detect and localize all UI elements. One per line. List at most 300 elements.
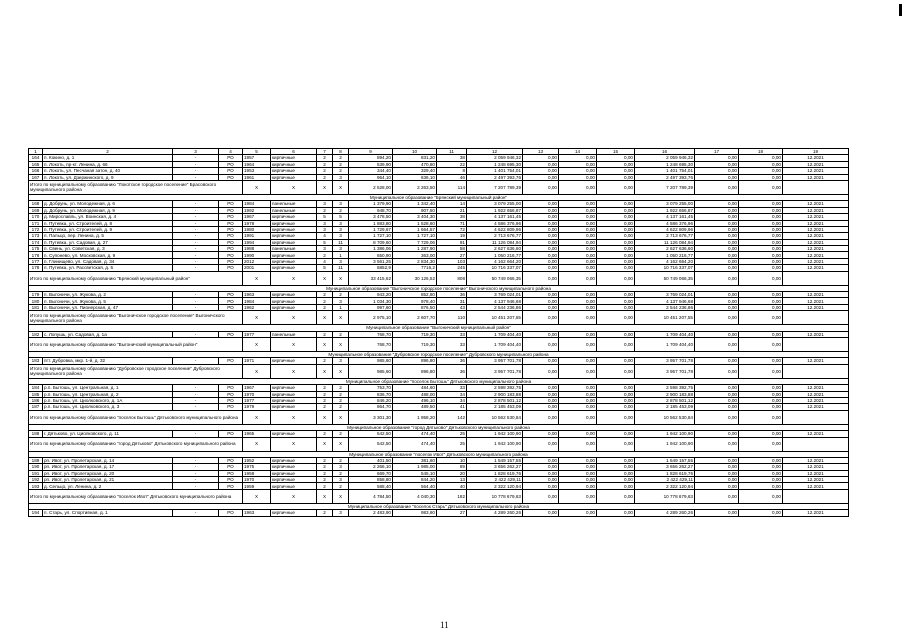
table-cell: п. Выгоничи, ул. Пионерская, д. 47 [43,304,173,310]
table-cell: 0,00 [739,464,783,470]
table-cell: РО [219,207,243,213]
table-cell: 2 [317,304,333,310]
table-cell: 0,00 [597,258,635,264]
table-cell: 1 709 404,40 [635,331,695,337]
table-cell: 1967 [243,214,271,220]
table-cell: 12.2021 [783,298,849,304]
table-cell: 0,00 [695,298,739,304]
table-cell: кирпичные [271,239,317,245]
table-cell: 0,00 [523,483,559,489]
table-cell: 2 900 183,88 [635,391,695,397]
table-row [29,510,849,516]
subtotal-cell: 2 607,70 [393,311,437,325]
table-cell: р.п. Бытошь, ул. Циолковского, д. 1А [43,397,173,403]
table-cell: 2 422 429,11 [635,477,695,483]
table-cell: 12.2021 [783,431,849,437]
table-cell: р.п. Бытошь, ул. Центральная, д. 2 [43,391,173,397]
table-cell: 12.2021 [783,214,849,220]
table-cell: 1977 [243,397,271,403]
table-cell: 0,00 [739,233,783,239]
subtotal-cell: 4 784,50 [349,489,393,503]
municipality-title: Муниципальное образование "Выгоничское городское поселение" Выгоничского муниципального района [29,285,849,291]
table-cell: 180 [29,298,43,304]
table-cell: 2 497 393,76 [467,174,523,180]
table-cell: 0,00 [739,226,783,232]
subtotal-cell: 0,00 [739,437,783,451]
table-cell: РО [219,161,243,167]
table-cell: 2 878 501,12 [635,397,695,403]
subtotal-cell: X [317,180,333,194]
table-cell: 0,00 [559,246,597,252]
subtotal-empty-cell [783,364,849,378]
table-cell: 0,00 [523,207,559,213]
table-cell: 344,40 [349,168,393,174]
subtotal-cell: 10 451 207,55 [467,311,523,325]
table-cell: 3 [333,226,349,232]
table-cell: 3 [333,174,349,180]
table-cell: 186 [29,397,43,403]
table-cell: панельные [271,207,317,213]
table-cell: - [173,331,219,337]
subtotal-cell: 896,80 [393,364,437,378]
table-cell: 36 [437,358,467,364]
table-cell: 3 [333,246,349,252]
table-cell: 489,50 [393,404,437,410]
table-cell: 0,00 [739,385,783,391]
table-cell: 12.2021 [783,161,849,167]
table-cell: 12.2021 [783,470,849,476]
table-cell: 1967 [243,385,271,391]
header-cell: 17 [695,149,739,155]
table-cell: 0,00 [523,258,559,264]
table-cell: 2 [333,483,349,489]
table-cell: 2 [333,155,349,161]
subtotal-cell: 2 975,10 [349,311,393,325]
table-cell: 983,60 [393,510,437,516]
table-cell: - [173,220,219,226]
subtotal-cell: X [317,437,333,451]
table-cell: 33 [437,385,467,391]
table-cell: РО [219,252,243,258]
subtotal-cell: 0,00 [739,311,783,325]
table-cell: 0,00 [559,168,597,174]
subtotal-cell: 0,00 [559,489,597,503]
subtotal-cell: 0,00 [523,311,559,325]
table-cell: 0,00 [739,457,783,463]
header-cell: 3 [173,149,219,155]
table-cell: 0,00 [559,207,597,213]
subtotal-cell: 1 942 100,90 [467,437,523,451]
table-cell: 0,00 [559,331,597,337]
table-cell: 0,00 [523,292,559,298]
subtotal-cell: 0,00 [597,489,635,503]
table-cell: 2 544 236,86 [467,304,523,310]
table-cell: 36 [437,292,467,298]
table-cell: РО [219,174,243,180]
table-cell: 2 [317,207,333,213]
table-cell: п. Путевка, ул. Рассветская, д. 5 [43,265,173,271]
table-cell: 2 [317,510,333,516]
table-cell: 0,00 [559,233,597,239]
table-cell: кирпичные [271,404,317,410]
table-cell: 0,00 [695,207,739,213]
table-cell: 0,00 [597,252,635,258]
table-cell: 0,00 [523,385,559,391]
subtotal-row [29,271,849,285]
table-cell: 0,00 [523,510,559,516]
subtotal-cell: 0,00 [597,180,635,194]
table-cell: 876,50 [393,304,437,310]
table-cell: 985,60 [349,358,393,364]
subtotal-cell: 0,00 [597,337,635,351]
table-cell: 0,00 [695,155,739,161]
corner-mark [899,4,902,16]
table-cell: 3 [317,246,333,252]
table-cell: - [173,397,219,403]
subtotal-cell: 0,00 [523,410,559,424]
table-cell: п. Выгоничи, ул. Жукова, д. 2 [43,292,173,298]
subtotal-cell: 10 562 530,84 [467,410,523,424]
table-cell: кирпичные [271,464,317,470]
table-cell: 191 [29,470,43,476]
table-cell: 650,90 [349,252,393,258]
table-cell: РО [219,168,243,174]
table-cell: 0,00 [695,174,739,180]
table-cell: кирпичные [271,155,317,161]
table-cell: РО [219,201,243,207]
table-cell: 1 664,57 [393,226,437,232]
table-cell: 1988 [243,246,271,252]
table-cell: РО [219,258,243,264]
table-cell: рп. Ивот, ул. Пролетарская, д. 14 [43,457,173,463]
municipality-title: Муниципальное образование "Дубровское городское поселение" Дубровского муниципального района [29,351,849,357]
subtotal-cell: 2 528,00 [349,180,393,194]
subtotal-cell: 0,00 [739,489,783,503]
table-cell: 1984 [243,298,271,304]
table-cell: 2 [333,207,349,213]
table-cell: 2 713 676,77 [635,233,695,239]
subtotal-cell: 10 451 207,55 [635,311,695,325]
table-cell: 12.2021 [783,239,849,245]
table-cell: 0,00 [559,510,597,516]
subtotal-cell: 10 562 530,84 [635,410,695,424]
table-cell: 12.2021 [783,258,849,264]
table-cell: 669,70 [349,470,393,476]
table-cell: 2 544 236,86 [635,304,695,310]
table-cell: 2 [333,391,349,397]
table-cell: 2 [317,477,333,483]
table-cell: 3 [317,201,333,207]
table-cell: 0,00 [559,304,597,310]
table-cell: 0,00 [739,174,783,180]
table-cell: 2 [317,385,333,391]
table-cell: 2 [333,331,349,337]
subtotal-cell: X [317,489,333,503]
subtotal-cell: 1 709 404,40 [467,337,523,351]
subtotal-cell: X [317,311,333,325]
table-cell: 2 [317,397,333,403]
subtotal-row [29,410,849,424]
table-cell: 894,20 [349,155,393,161]
table-cell: 2 [317,292,333,298]
table-cell: кирпичные [271,431,317,437]
table-cell: 844,20 [393,477,437,483]
table-cell: 0,00 [695,220,739,226]
table-cell: 1980 [243,226,271,232]
table-cell: 0,00 [695,477,739,483]
subtotal-cell: 182 [437,489,467,503]
table-cell: 27 [437,510,467,516]
table-cell: 545,10 [393,470,437,476]
table-cell: 185 [29,391,43,397]
table-cell: 0,00 [597,239,635,245]
table-cell: 1 549 157,55 [467,457,523,463]
table-cell: 2 878 501,12 [467,397,523,403]
table-cell: 103 [437,258,467,264]
table-cell: кирпичные [271,174,317,180]
table-cell: 2 [317,391,333,397]
table-cell: 0,00 [559,358,597,364]
table-cell: РО [219,477,243,483]
subtotal-cell: 0,00 [739,364,783,378]
table-cell: 1979 [243,404,271,410]
table-cell: 38 [437,214,467,220]
table-cell: кирпичные [271,161,317,167]
table-cell: 0,00 [597,510,635,516]
table-cell: - [173,385,219,391]
subtotal-cell: X [243,180,271,194]
table-cell: 3 [317,226,333,232]
table-cell: 3 [333,258,349,264]
table-cell: 12.2021 [783,464,849,470]
table-cell: 0,00 [559,220,597,226]
table-cell: 178 [29,265,43,271]
subtotal-cell: 0,00 [597,271,635,285]
table-cell: кирпичные [271,233,317,239]
table-cell: 1 401 754,01 [467,168,523,174]
table-cell: 2 627 636,60 [635,246,695,252]
table-cell: - [173,258,219,264]
table-cell: 852,80 [393,292,437,298]
table-cell: 363,00 [393,252,437,258]
table-cell: 11 [333,239,349,245]
table-cell: 488,00 [393,391,437,397]
table-cell: 164 [29,155,43,161]
table-cell: 0,00 [559,298,597,304]
table-cell: 0,00 [559,252,597,258]
table-cell: 194 [29,510,43,516]
table-cell: 5 [317,265,333,271]
table-cell: 0,00 [597,385,635,391]
table-cell: 12.2021 [783,201,849,207]
table-cell: 2 [317,161,333,167]
table-cell: 0,00 [739,470,783,476]
table-cell: 4 137 946,68 [467,298,523,304]
subtotal-cell: 0,00 [695,180,739,194]
table-cell: 0,00 [597,391,635,397]
header-cell: 15 [597,149,635,155]
table-cell: 3 769 024,01 [635,292,695,298]
table-cell: - [173,161,219,167]
subtotal-cell: 0,00 [523,271,559,285]
subtotal-cell: X [271,180,317,194]
table-cell: 381,60 [393,457,437,463]
table-cell: 0,00 [597,431,635,437]
table-cell: 12.2021 [783,397,849,403]
table-cell: РО [219,385,243,391]
table-cell: 2 [333,404,349,410]
table-cell: 1992 [243,207,271,213]
table-cell: д. Сельцо, ул. Ленина, д. 2 [43,483,173,489]
table-cell: 1971 [243,358,271,364]
table-cell: кирпичные [271,397,317,403]
table-cell: 91 [437,239,467,245]
table-cell: 2 185 453,09 [467,404,523,410]
table-cell: РО [219,214,243,220]
table-cell: 2 [317,174,333,180]
table-cell: - [173,246,219,252]
table-cell: 0,00 [695,304,739,310]
header-cell: 19 [783,149,849,155]
table-cell: 12.2021 [783,483,849,489]
register-table-wrapper [28,148,848,517]
table-cell: 2 483,90 [349,510,393,516]
table-cell: 0,00 [739,155,783,161]
subtotal-cell: 110 [437,311,467,325]
subtotal-cell: 0,00 [695,271,739,285]
table-cell: 10 716 337,07 [467,265,523,271]
table-cell: 89 [437,464,467,470]
table-cell: 1 050 216,77 [467,252,523,258]
table-cell: - [173,464,219,470]
table-cell: 1 942 100,90 [467,431,523,437]
table-cell: 0,00 [523,155,559,161]
table-cell: 2 598 392,75 [635,385,695,391]
subtotal-empty-cell [783,337,849,351]
table-cell: 0,00 [695,265,739,271]
subtotal-row [29,437,849,451]
table-cell: 34 [437,391,467,397]
subtotal-cell: 30 126,52 [393,271,437,285]
table-cell: 0,00 [597,397,635,403]
subtotal-label: Итого по муниципальному образованию "Дубровское городское поселение" Дубровского муниципального района [29,364,243,378]
table-cell: 2 [333,431,349,437]
table-cell: 0,00 [739,161,783,167]
table-cell: 13 [437,477,467,483]
subtotal-cell: 0,00 [695,410,739,424]
subtotal-cell: X [271,271,317,285]
table-cell: 0,00 [597,201,635,207]
table-cell: 0,00 [559,174,597,180]
table-cell: рп. Ивот, ул. Пролетарская, д. 21 [43,477,173,483]
table-cell: 12.2021 [783,358,849,364]
table-cell: 1 942 100,90 [635,431,695,437]
table-cell: 3 [333,464,349,470]
table-cell: 997,60 [349,304,393,310]
table-cell: 0,00 [695,464,739,470]
table-cell: 0,00 [523,331,559,337]
subtotal-cell: 0,00 [597,437,635,451]
subtotal-cell: 0,00 [559,271,597,285]
table-cell: п. Выгоничи, ул. Жукова, д. 5 [43,298,173,304]
subtotal-cell: 36 [437,364,467,378]
table-cell: 858,80 [349,477,393,483]
subtotal-cell: 0,00 [695,311,739,325]
table-cell: панельные [271,331,317,337]
table-cell: 2 [317,358,333,364]
subtotal-cell: 0,00 [739,337,783,351]
subtotal-label: Итого по муниципальному образованию "город Дятьково" Дятьковского муниципального района [29,437,243,451]
subtotal-cell: 10 778 679,63 [635,489,695,503]
table-cell: 12.2021 [783,404,849,410]
header-cell: 10 [393,149,437,155]
table-cell: 0,00 [739,258,783,264]
table-cell: 3 957 701,78 [635,358,695,364]
subtotal-empty-cell [783,180,849,194]
table-cell: п. Старь, ул. Спортивная, д. 1 [43,510,173,516]
subtotal-cell: X [317,410,333,424]
table-cell: 176 [29,252,43,258]
table-cell: 0,00 [695,397,739,403]
subtotal-cell: 542,50 [349,437,393,451]
table-cell: РО [219,431,243,437]
table-cell: 474,40 [393,431,437,437]
subtotal-cell: 0,00 [597,364,635,378]
table-cell: 1 729,67 [349,226,393,232]
table-cell: РО [219,397,243,403]
table-cell: 2 [317,404,333,410]
table-cell: 0,00 [523,220,559,226]
table-cell: РО [219,391,243,397]
subtotal-cell: 0,00 [695,437,739,451]
table-cell: РО [219,155,243,161]
table-cell: 0,00 [695,252,739,258]
table-cell: 71 [437,220,467,226]
table-cell: 542,50 [349,431,393,437]
subtotal-cell: 0,00 [739,271,783,285]
table-cell: п. Локоть, ул. Песчаная затон, д. 40 [43,168,173,174]
table-cell: 0,00 [739,252,783,258]
table-cell: 4 [317,258,333,264]
table-cell: 1958 [243,470,271,476]
subtotal-cell: X [243,489,271,503]
table-cell: РО [219,470,243,476]
table-cell: 7716,2 [393,265,437,271]
table-cell: 1970 [243,477,271,483]
table-cell: РО [219,457,243,463]
table-cell: 636,10 [393,174,437,180]
subtotal-cell: 0,00 [739,180,783,194]
subtotal-cell: 0,00 [559,311,597,325]
table-cell: 1 709 404,40 [467,331,523,337]
subtotal-cell: 0,00 [559,180,597,194]
subtotal-cell: X [333,437,349,451]
table-cell: 2 [333,457,349,463]
table-cell: 0,00 [695,258,739,264]
table-cell: 170 [29,214,43,220]
table-cell: 5 [317,214,333,220]
table-cell: РО [219,246,243,252]
table-cell: 5 [317,239,333,245]
table-cell: 978,40 [393,298,437,304]
table-cell: 2 [317,252,333,258]
table-cell: 12.2021 [783,226,849,232]
table-cell: 0,00 [597,161,635,167]
header-cell: 2 [43,149,173,155]
table-cell: 3 079 255,00 [635,201,695,207]
table-cell: 1 727,10 [349,233,393,239]
municipality-title: Муниципальное образование "город Дятьково" Дятьковского муниципального района [29,424,849,430]
